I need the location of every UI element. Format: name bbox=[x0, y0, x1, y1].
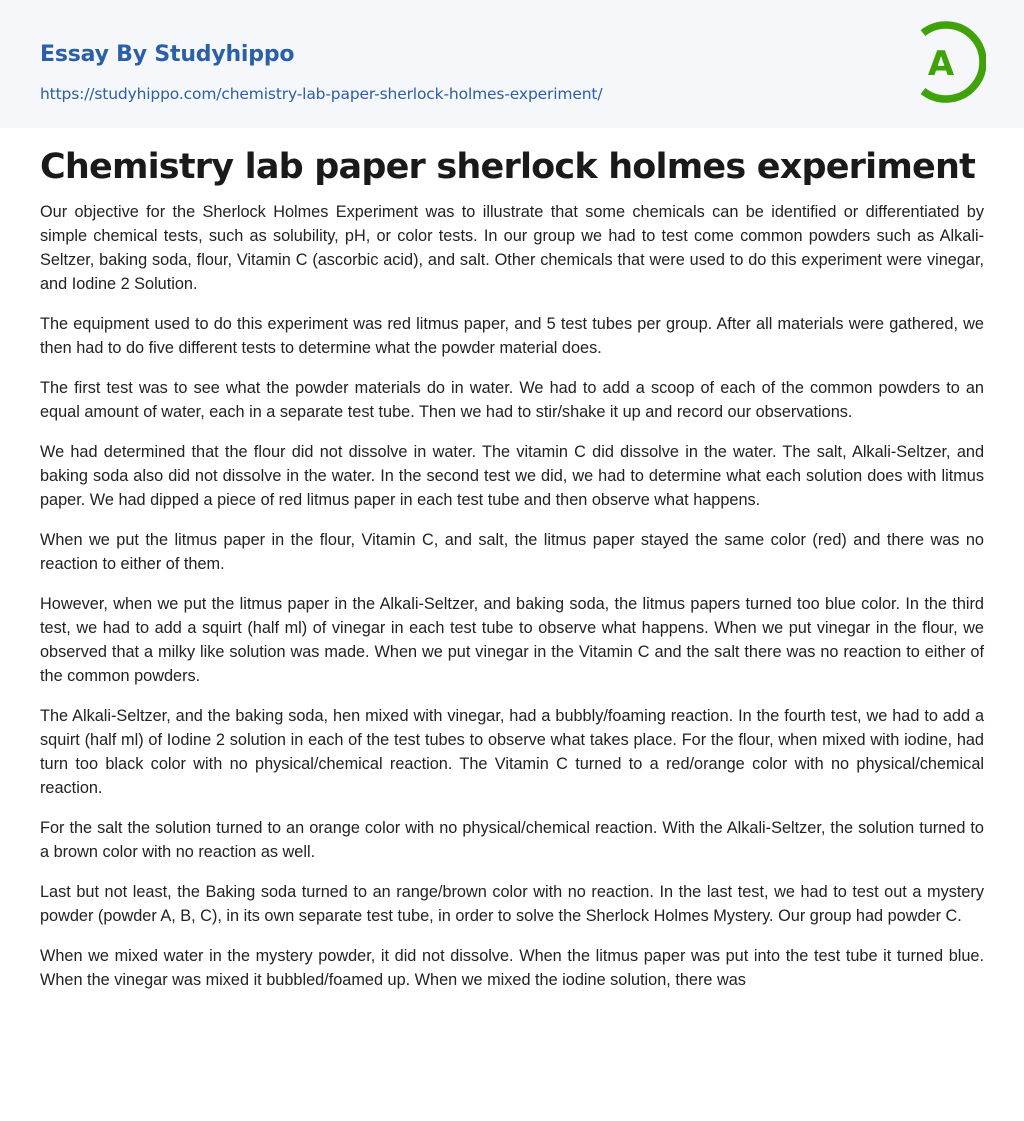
site-title[interactable]: Essay By Studyhippo bbox=[40, 42, 295, 67]
paragraph: The equipment used to do this experiment was red litmus paper, and 5 test tubes per group. After all materials were gathered, we then had to do five different tests to determine what the powder material does. bbox=[40, 315, 984, 357]
page-title: Chemistry lab paper sherlock holmes experiment bbox=[40, 147, 975, 187]
site-header bbox=[0, 0, 1024, 128]
paragraph: Last but not least, the Baking soda turned to an range/brown color with no reaction. In the last test, we had to test out a mystery powder (powder A, B, C), in its own separate test tube, in order to solve the Sherlock Holmes Mystery. Our group had powder C. bbox=[40, 883, 984, 925]
paragraph: However, when we put the litmus paper in the Alkali-Seltzer, and baking soda, the litmus papers turned too blue color. In the third test, we had to add a squirt (half ml) of vinegar in each test tube to observe what happens. When we put vinegar in the flour, we observed that a milky like solution was made. When we put vinegar in the Vitamin C and the salt there was no reaction to either of the common powders. bbox=[40, 595, 984, 685]
studyhippo-logo-icon[interactable] bbox=[914, 18, 986, 106]
logo-letter: A bbox=[927, 44, 955, 84]
paragraph: We had determined that the flour did not dissolve in water. The vitamin C did dissolve in the water. The salt, Alkali-Seltzer, and baking soda also did not dissolve in the water. In the second test we did, we had to determine what each solution does with litmus paper. We had dipped a piece of red litmus paper in each test tube and then observe what happens. bbox=[40, 443, 984, 509]
paragraph: The Alkali-Seltzer, and the baking soda, hen mixed with vinegar, had a bubbly/foaming reaction. In the fourth test, we had to add a squirt (half ml) of Iodine 2 solution in each of the test tubes to observe what takes place. For the flour, when mixed with iodine, had turn too black color with no physical/chemical reaction. The Vitamin C turned to a red/orange color with no physical/chemical reaction. bbox=[40, 707, 984, 797]
article-url-link[interactable]: https://studyhippo.com/chemistry-lab-paper-sherlock-holmes-experiment/ bbox=[40, 85, 603, 103]
article-body bbox=[40, 200, 984, 1008]
paragraph: For the salt the solution turned to an orange color with no physical/chemical reaction. With the Alkali-Seltzer, the solution turned to a brown color with no reaction as well. bbox=[40, 819, 984, 861]
paragraph: Our objective for the Sherlock Holmes Experiment was to illustrate that some chemicals can be identified or differentiated by simple chemical tests, such as solubility, pH, or color tests. In our group we had to test come common powders such as Alkali-Seltzer, baking soda, flour, Vitamin C (ascorbic acid), and salt. Other chemicals that were used to do this experiment were vinegar, and Iodine 2 Solution. bbox=[40, 203, 984, 293]
paragraph: When we mixed water in the mystery powder, it did not dissolve. When the litmus paper was put into the test tube it turned blue. When the vinegar was mixed it bubbled/foamed up. When we mixed the iodine solution, there was bbox=[40, 947, 984, 989]
paragraph: When we put the litmus paper in the flour, Vitamin C, and salt, the litmus paper stayed the same color (red) and there was no reaction to either of them. bbox=[40, 531, 984, 573]
paragraph: The first test was to see what the powder materials do in water. We had to add a scoop of each of the common powders to an equal amount of water, each in a separate test tube. Then we had to stir/shake it up and record our observations. bbox=[40, 379, 984, 421]
logo-svg bbox=[914, 18, 986, 106]
